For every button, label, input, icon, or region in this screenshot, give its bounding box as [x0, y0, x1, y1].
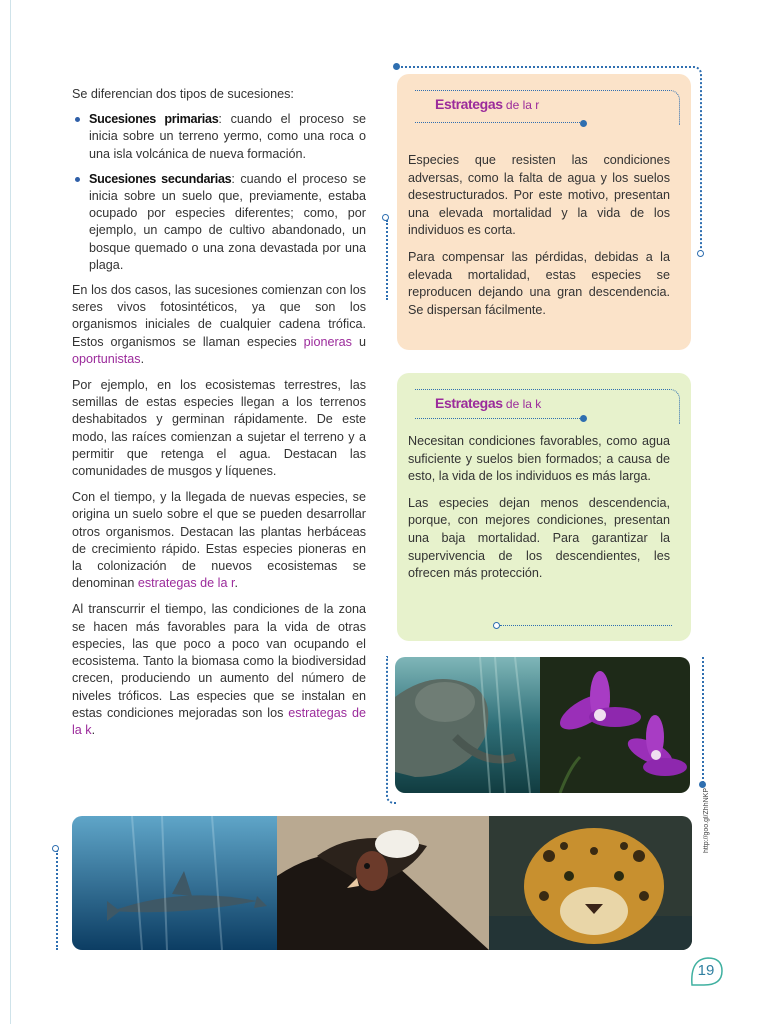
box-title-rest: de la r: [502, 98, 540, 112]
connector-left-box-r: [386, 220, 388, 300]
paragraph-pioneers: [72, 282, 366, 368]
photo-strip-bottom: [72, 816, 692, 950]
term-oportunistas: oportunistas: [72, 351, 141, 366]
shark-photo: [72, 816, 277, 950]
term-primary: Sucesiones primarias: [89, 112, 219, 127]
paragraph-k-text: Al transcurrir el tiempo, las condiciones de la zona se hacen más favorables para la vida de otras especies, las que poco a poco van ocupando el ecosistema. Tanto la biomasa como la biodiversidad crecen, produciendo un aumento del número de niveles tróficos. Las especies que se instalan en estas condiciones mejoradas son los: [72, 602, 366, 720]
paragraph-pioneers-text: En los dos casos, las sucesiones comienzan con los seres vivos fotosintéticos, ya que son los organismos iniciales de cualquier cadena trófica. Estos organismos se llaman especies: [72, 283, 366, 349]
info-box-r-strategists: [397, 74, 691, 350]
photo-credit: http://goo.gl/ZhhNKP: [703, 788, 710, 853]
paragraph-pioneers-end: .: [140, 351, 145, 366]
connector-dot: [393, 63, 400, 70]
page-edge-line: [10, 0, 11, 1024]
box-title-strong: Estrategas: [435, 395, 503, 411]
connector-dot: [580, 415, 587, 422]
term-secondary: Sucesiones secundarias: [89, 171, 232, 186]
term-estrategas-r: estrategas de la r: [137, 576, 235, 591]
box-k-footer-line: [500, 625, 672, 626]
info-box-k-strategists: [397, 373, 691, 641]
paragraph-r-end: .: [234, 576, 238, 591]
paragraph-r-strategists: [72, 489, 366, 592]
connector-dot: [697, 250, 704, 257]
box-k-paragraph-1: Necesitan condiciones favorables, como agua suficiente y suelos bien formados; a causa de esto, la vida de los individuos es más larga.: [408, 434, 670, 484]
main-text-column: [72, 86, 366, 748]
box-title: [435, 395, 541, 414]
list-item-primary: [72, 111, 366, 163]
definition-primary: : cuando el proceso se inicia sobre un terreno yermo, como una roca o una isla volcánica de nueva formación.: [89, 112, 367, 161]
definition-secondary: : cuando el proceso se inicia sobre un suelo que, previamente, estaba ocupado por especies diferentes; como, por ejemplo, un campo de cultivo abandonado, un bosque quemado o una zona devastada por una plaga.: [89, 171, 366, 272]
connector-bottom-left: [56, 850, 58, 950]
box-r-paragraph-1: Especies que resisten las condiciones adversas, como la falta de agua y los suelos desestructurados. Por este motivo, presentan una elevada mortalidad y la vida de los individuos es corta.: [408, 153, 670, 238]
term-estrategas-k: estrategas de la k: [72, 705, 366, 737]
term-pioneras: pioneras: [303, 334, 352, 349]
box-title-strong: Estrategas: [435, 96, 503, 112]
page-number-text: 19: [697, 962, 715, 979]
paragraph-pioneers-mid: u: [351, 334, 366, 349]
connector-photo-right: [692, 657, 704, 787]
paragraph-example: Por ejemplo, en los ecosistemas terrestres, las semillas de estas especies llegan a los terrenos deshabitados y germinan rápidamente. De este modo, las raíces comienzan a sujetar el terreno y a permitir que retenga el agua. Destacan las comunidades de musgos y líquenes.: [72, 378, 366, 479]
box-body: [408, 152, 670, 328]
box-k-paragraph-2: Las especies dejan menos descendencia, porque, con mejores condiciones, presentan una baja mortalidad. Para garantizar la supervivencia de los descendientes, les ofrecen más protección.: [408, 495, 670, 581]
jaguar-photo: [489, 816, 692, 950]
paragraph-k-strategists: [72, 601, 366, 739]
connector-dot: [493, 622, 500, 629]
header-underline: [415, 418, 580, 419]
condor-photo: [277, 816, 489, 950]
manatee-photo: [395, 657, 540, 793]
intro-text: Se diferencian dos tipos de sucesiones:: [72, 87, 294, 101]
connector-dot: [699, 781, 706, 788]
box-title: [435, 96, 539, 115]
page-number: [688, 955, 724, 987]
paragraph-r-text: Con el tiempo, y la llegada de nuevas especies, se origina un suelo sobre el que se pueden desarrollar otros organismos. Destacan las plantas herbáceas de crecimiento rápido. Estas especies pioneras en la colonización de nuevos ecosistemas se denominan: [72, 490, 366, 591]
connector-dot: [382, 214, 389, 221]
paragraph-k-end: .: [91, 722, 96, 737]
succession-types-list: [72, 111, 366, 274]
photo-strip-top: [395, 657, 690, 793]
connector-dot: [52, 845, 59, 852]
connector-dot: [580, 120, 587, 127]
orchid-photo: [540, 657, 690, 793]
header-underline: [415, 122, 580, 123]
box-title-rest: de la k: [502, 397, 542, 411]
box-r-paragraph-2: Para compensar las pérdidas, debidas a la elevada mortalidad, estas especies se reproducen dejando una gran descendencia. Se dispersan fácilmente.: [408, 249, 670, 317]
list-item-secondary: [72, 171, 366, 274]
box-body: [408, 433, 670, 592]
